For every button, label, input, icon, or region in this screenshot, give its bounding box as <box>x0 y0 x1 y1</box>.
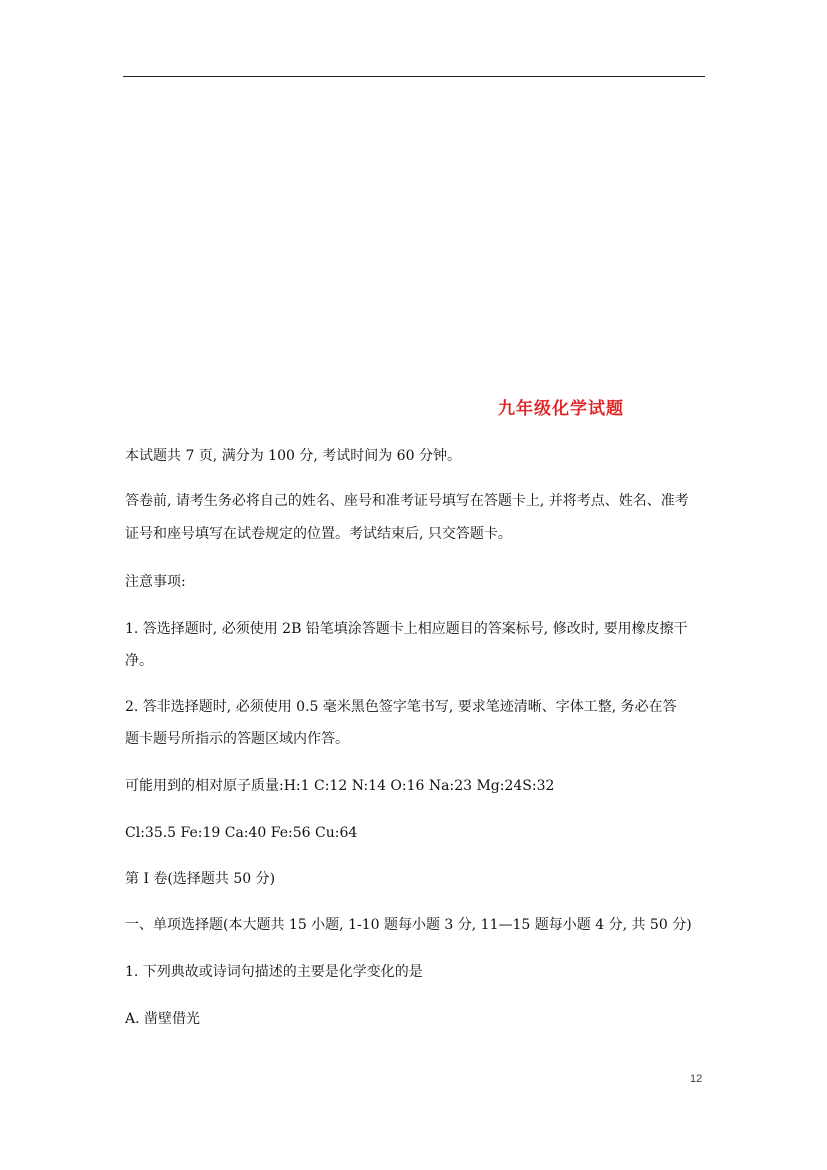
note-2-line-1: 2. 答非选择题时, 必须使用 0.5 毫米黑色签字笔书写, 要求笔迹清晰、字体工整, 务必在答 <box>125 699 677 715</box>
intro-text: 本试题共 7 页, 满分为 100 分, 考试时间为 60 分钟。 <box>125 448 461 464</box>
notes-heading: 注意事项: <box>125 574 186 590</box>
note-2-line-2: 题卡题号所指示的答题区域内作答。 <box>125 731 349 747</box>
note-1-line-1: 1. 答选择题时, 必须使用 2B 铅笔填涂答题卡上相应题目的答案标号, 修改时, 要用橡皮擦干 <box>125 621 688 637</box>
header-rule <box>123 76 705 77</box>
instructions-line-1: 答卷前, 请考生务必将自己的姓名、座号和准考证号填写在答题卡上, 并将考点、姓名、准考 <box>125 493 689 509</box>
question-1: 1. 下列典故或诗词句描述的主要是化学变化的是 <box>125 964 423 980</box>
note-1-line-2: 净。 <box>125 653 153 669</box>
page-number: 12 <box>690 1073 703 1085</box>
instructions-line-2: 证号和座号填写在试卷规定的位置。考试结束后, 只交答题卡。 <box>125 526 512 542</box>
part-heading: 一、单项选择题(本大题共 15 小题, 1-10 题每小题 3 分, 11—15 题每小题 4 分, 共 50 分) <box>125 917 692 933</box>
option-a: A. 凿壁借光 <box>125 1011 201 1027</box>
atomic-mass-line-1: 可能用到的相对原子质量:H:1 C:12 N:14 O:16 Na:23 Mg:24S:32 <box>125 778 555 794</box>
document-title: 九年级化学试题 <box>498 399 624 419</box>
atomic-mass-line-2: Cl:35.5 Fe:19 Ca:40 Fe:56 Cu:64 <box>125 825 358 841</box>
section-heading: 第 I 卷(选择题共 50 分) <box>125 871 276 887</box>
